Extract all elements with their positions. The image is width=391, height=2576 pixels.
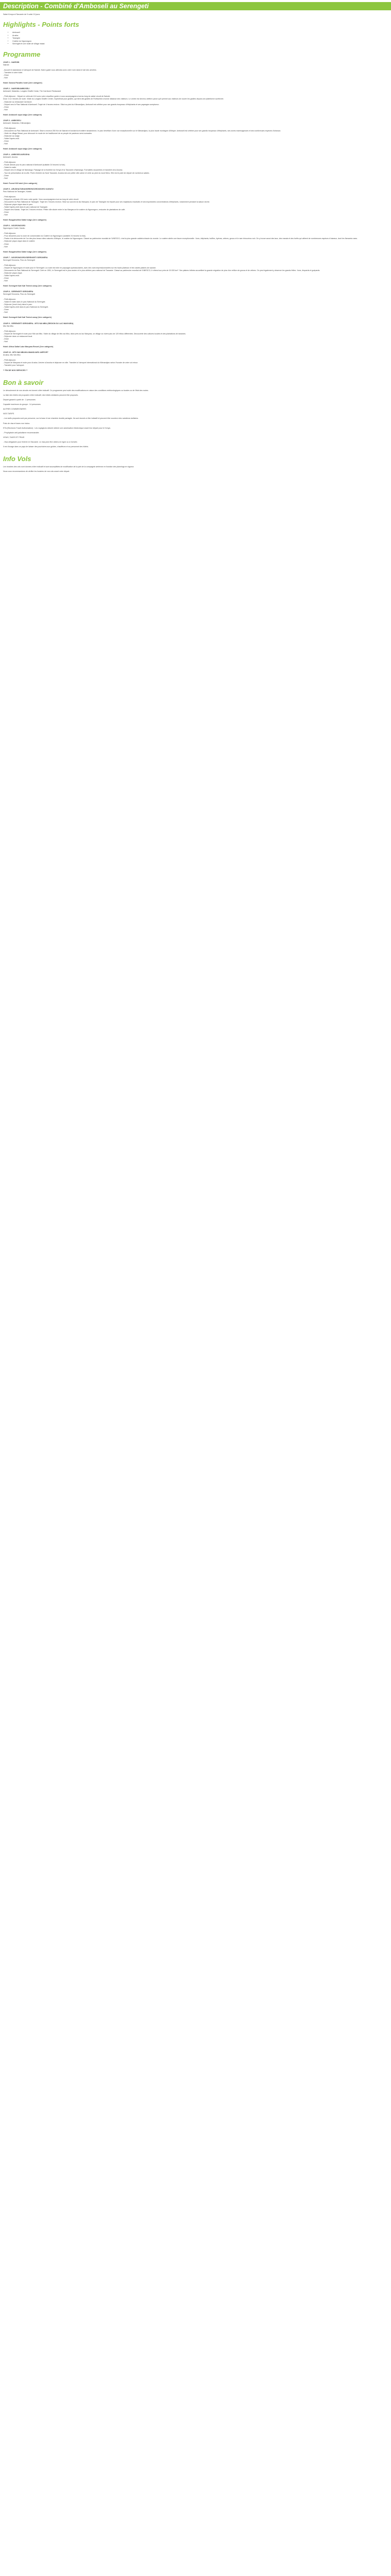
day-paragraph: - Départ de Serengeti et route pour Mto wa Mbu. Visite du village de Mto wa Mbu, situé près du lac Manyara, un village où vivent plus de 120 tribus différentes. Découverte des cultures locales et des plantations de bananes. [3,332,186,335]
day-paragraph: - Départ vers Karatu. Trajet de 2 heures environ. Petite ville située entre le lac Manyara et le cratère du Ngorongoro, entourée de plantations de café. [3,209,125,211]
day-block [3,61,388,84]
day-paragraph: - Nuit [3,77,8,79]
day-paragraph: - Route directe pour le parc national d'Amboseli (suitable 24 heures/ la fois). [3,164,66,166]
day-hotel: Hotel: Bougainvillea Safari lodge (1ère catégorie) [3,219,46,222]
day-block [3,120,388,150]
day-location: Amboseli, Arusha [3,156,18,159]
day-location: Arusha, Mto Wa Mbu [3,353,21,356]
day-paragraph: - Déjeuner pique-nique. [3,272,23,274]
day-paragraph: - Safari le matin. [3,166,17,169]
day-title: JOUR 6 - NGORONGORO [3,225,26,227]
day-location: Serengeti Seronera, Parc du Serengeti [3,293,35,296]
day-paragraph: - Transfert pour l'aéroport. [3,364,25,367]
day-block [3,88,388,116]
day-paragraph: - Transfert à votre hôtel. [3,72,23,74]
day-paragraph: - Déjeuner pique-nique dans le parc. [3,203,34,206]
day-hotel: Hotel: Sarova Panafric hotel (1ère catégorie) [3,82,42,84]
day-paragraph: - Partez à la découverte de l'un des plus beaux sites naturels d'Afrique, le cratère du Ngorongoro. Classé au patrimoine mondial de l'UNESCO, c'est la plus grande caldeira intacte du monde. Le cratère abrite une faune exceptionnelle : lions, éléphants, buffles, hyènes, zèbres, gnous et le rare rhinocéros noir. On y trouve aussi des lacs, des marais et des forêts qui attirent de nombreuses espèces d'oiseaux, dont les flamants roses. [3,238,358,240]
bonasavoir-paragraph: - Les tarifs proposés sont par personne, sur la base d'une chambre double partagée. Ils sont donnés à titre indicatif et peuvent être soumis à des variations tarifaires. [3,417,139,420]
day-paragraph: - Découverte du Parc National de Amboseli. Situé à environ 250 Km de Nairobi et bordant la frontière tanzanienne, le parc bénéficie d'une vue exceptionnelle sur le Kilimandjaro, la plus haute montagne d'Afrique. Amboseli est célèbre pour ses grands troupeaux d'éléphants, ses zones marécageuses et ses nombreuses espèces d'oiseaux. [3,129,281,132]
day-hotel: Hotel: Serengeti Kati Kati Tented camp (1ère catégorie) [3,285,52,287]
highlight-item: • Amboseli [12,31,391,35]
day-hotel: Hotel: Bougainvillea Safari lodge (1ère catégorie) [3,250,46,253]
bonasavoir-paragraph: Le déroulement de nos circuits est donné à titre indicatif. Ce programme peut subir des modifications en raison des conditions météorologiques ou locales ou de l'état des routes. [3,389,149,392]
day-paragraph: - Petit déjeuner. [3,298,17,301]
day-paragraph: - Découverte du Parc National de Tarangire. Trajet de 2 heures environ. Situé au sud-est du lac Manyara, le parc de Tarangire est réputé pour ses majestueux baobabs et ses importantes concentrations d'éléphants, notamment pendant la saison sèche. [3,200,210,203]
day-paragraph: - Départ en véhicule 4X4 avec votre guide. Vous accompagnera tout au long de votre circuit. [3,198,79,200]
day-paragraph: - Découverte du Parc National du Serengeti. Créé en 1951, le Serengeti est le plus ancien et le plus célèbre parc national de Tanzanie. Classé au patrimoine mondial de l'UNESCO, il s'étend sur près de 15 000 km². Ses plaines infinies accueillent la grande migration de plus d'un million de gnous et de zèbres. On peut également y observer les grands félins : lions, léopards et guépards. [3,269,320,272]
bonasavoir-paragraph: Capacité maximum du groupe : 14 personnes [3,403,41,406]
page-title: Description - Combiné d'Amboseli au Serengeti [0,2,391,10]
day-hotel: Hotel: Serengeti Kati Kati Tented camp (1ère catégorie) [3,316,52,319]
day-title: JOUR 3 - AMBOSELI [3,119,22,122]
bonasavoir-paragraph: NOS TARIFS [3,413,14,415]
day-paragraph: - Petit déjeuner. [3,195,17,198]
day-paragraph: - Déjeuner (lunch box) dans le parc. [3,303,33,306]
day-paragraph: - Nuit [3,311,8,314]
day-title: JOUR 9 - SERENGETI SERONERA - MTO WA MBU (REGION DU LAC MANYARA) [3,322,74,325]
day-paragraph: - Dîner [3,74,9,77]
day-hotel: ** FIN DE NOS SERVICES ** [3,369,28,372]
day-paragraph: - Dîner [3,140,9,143]
day-paragraph: - Petit déjeuner. [3,264,17,266]
day-location: Amboseli, Malambo, Kilimandjaro [3,122,31,124]
bonasavoir-paragraph: Il est d'usage dans ce pays de laisser des pourboires aux guides, chauffeurs et au personnel des hôtels. [3,445,89,448]
day-paragraph: - Départ de Manyara et route pour Arusha. Arrivée à Arusha et déjeuner en ville. Transfert à l'aéroport international du Kilimandjaro selon l'horaire de votre vol retour. [3,362,138,364]
day-paragraph: - Déjeuner au restaurant Carnivore. [3,100,32,103]
day-paragraph: - Nuit [3,108,8,111]
day-paragraph: - Tour de présentation de la ville. Porte d'entrée du Nord Tanzanie, Arusha est une petite ville calme et verte au pied du mont Meru. Elle est le point de départ de nombreux safaris. [3,172,150,174]
day-location: Serengeti Seronera, Parc du Serengeti [3,259,35,261]
day-paragraph: - Dîner [3,211,9,214]
day-title: JOUR 2 - NAIROBI/AMBOSELI [3,88,30,90]
day-hotel: Hotel: Amboseli sopa lodge (1ère catégorie) [3,148,42,150]
day-block [3,291,388,319]
day-paragraph: - Nuit [3,280,8,282]
day-title: JOUR 8 - SERENGETI SERONERA [3,291,34,293]
infovols-heading: Info Vols [3,454,31,463]
day-paragraph: - Petit déjeuner. [3,127,17,129]
day-title: JOUR 10 - MTO WA MBU/KILIMANDJARO AIRPORT [3,351,48,353]
bonasavoir-paragraph: ETA (Electronic Travel Authorization) : Les voyageurs doivent obtenir une autorisation électronique avant leur départ pour le Kenya. [3,427,111,429]
day-title: JOUR 7 - NGORONGORO/SERENGETI SERONERA [3,256,48,259]
day-title: JOUR 4 - AMBOSELI/ARUSHA [3,154,30,156]
day-paragraph: - Petit déjeuner - Départ en véhicule 4X4 avec votre chauffeur guide à vous accompagnera tout au long du safari circuit de Nairobi. [3,95,110,98]
day-block [3,257,388,287]
day-location: Amboseli, Malambo, Longido Giraffe Cedar, The Carnivore Restaurant [3,90,61,93]
day-paragraph: - Déjeuner pique-nique dans le cratère. [3,240,36,243]
day-paragraph: - Visite du village Masai, pour découvrir le mode de vie traditionnel de ce peuple de pasteurs semi-nomades. [3,132,92,134]
day-paragraph: - Safari l'après-midi. [3,138,20,140]
infovols-paragraph: Les horaires des vols sont donnés à titre indicatif et sont susceptibles de modification de la part de la compagnie aérienne en fonction des plannings en vigueur. [3,465,135,468]
bonasavoir-paragraph: La liste des hôtels est proposée à titre indicatif, des hôtels similaires peuvent être proposés. [3,394,78,397]
day-location: Mto Wa Mbu [3,325,14,327]
program-heading: Programme [3,50,41,59]
day-location: Nairobi [3,64,9,66]
day-paragraph: - Dîner [3,243,9,245]
day-paragraph: - Petit déjeuner. [3,232,17,235]
day-paragraph: - Dîner [3,337,9,340]
day-paragraph: - Petit déjeuner. [3,359,17,361]
trip-subtitle: Safari Kenya et Tanzanie de 9 nuits/ 10 jours [3,13,40,15]
day-paragraph: - Safari l'après-midi dans le parc national de Tarangire. [3,206,48,208]
bonasavoir-paragraph: AUTRES COMMENTAIRES [3,408,26,411]
bonasavoir-paragraph: - Visa obligatoire pour l'entrée en Tanzanie. Le visa peut être obtenu en ligne ou à l'arrivée. [3,440,78,443]
day-block [3,351,388,372]
day-paragraph: - Safari le matin dans le parc National du Serengeti. [3,301,46,303]
highlight-item: • Cratère du Ngorongoro [12,40,391,43]
bonasavoir-section [0,389,391,448]
day-block [3,154,388,184]
day-hotel: Hotel: Amboseli sopa lodge (1ère catégorie) [3,113,42,116]
bonasavoir-heading: Bon à savoir [3,379,44,387]
day-paragraph: - Nuit [3,214,8,216]
day-paragraph: - Dîner [3,106,9,108]
day-paragraph: - Accueil et assistance à l'aéroport de Nairobi. Notre guide vous attendra avec votre nom dans le hall des arrivées. [3,69,97,72]
highlight-item: • Arusha [12,35,391,38]
day-paragraph: - Safari l'après-midi. [3,274,20,277]
day-paragraph: - Dîner [3,174,9,177]
day-hotel: Hotel: Forest Hill hotel (1ère catégorie) [3,182,38,184]
day-location: Parc National de Tarangire, Karatu [3,190,32,193]
day-paragraph: - Nuit [3,177,8,179]
day-paragraph: - Petit déjeuner. [3,161,17,164]
bonasavoir-paragraph: Frais de visa et taxes non inclus. [3,422,30,425]
day-paragraph: - Petit déjeuner. [3,330,17,332]
bonasavoir-paragraph: - Prophylaxie anti-paludisme recommandée. [3,431,40,434]
day-paragraph: - Départ de Ngorongoro et route pour le Serengeti. La route est riche en paysages spectaculaires, avec des vues impressionnantes sur les hauts plateaux et les vastes plaines de savane. [3,266,156,269]
program-days [0,61,391,372]
day-block [3,225,388,253]
day-block [3,188,388,222]
day-paragraph: - Déjeuner au lodge. [3,135,20,137]
day-paragraph: - Safari l'après-midi dans le parc National du Serengeti. [3,306,48,309]
highlights-list [7,31,391,46]
day-title: JOUR 5 - ARUSHA/TARANGIRE/NGORONGORO KARATU [3,188,54,190]
day-paragraph: - Pour descente pour la zone de conservation du Cratère du Ngorongoro (suitable 24 heures/ la fois). [3,235,86,238]
page [0,0,391,485]
bonasavoir-paragraph: VISAS, TAXES ET FRAIS [3,436,25,438]
day-paragraph: - Dîner [3,309,9,311]
day-paragraph: Dour: 3 à 4 heures de route. Visite du Longido Giraffe Center, l'orphelinat pour girafes, qui tient des girafes de Rothschild à bonne distance des visiteurs. Le centre est devenu célèbre parce qu'il permet aux visiteurs de nourrir les girafes depuis une plateforme surélevée. [3,98,224,100]
day-paragraph: - Nuit [3,245,8,248]
day-paragraph: - Nuit [3,340,8,343]
day-paragraph: - Départ vers le village de Namanga. Passage de la frontière du Kenya et la Tanzanie à Namanga. Formalités douanières et transfert vers Arusha. [3,169,123,172]
highlight-item: • Serengeti et une visite de village masai [12,43,391,46]
day-block [3,323,388,348]
day-title: JOUR 1 - NAIROBI [3,61,20,64]
day-hotel: Hotel: Africa Safari Lake Manyara Resort (1ère catégorie) [3,345,54,348]
day-paragraph: - Déjeuner dans un restaurant local. [3,335,33,337]
highlights-heading: Highlights - Points forts [3,21,79,29]
day-location: Ngorongoro Crater, Karatu [3,227,25,230]
highlight-item: • Tarangire [12,37,391,40]
infovols-section [0,466,391,473]
day-paragraph: - Départ vers le Parc National d'Amboseli. Trajet de 4 heures environ. Situé au pied du Kilimandjaro, Amboseli est célèbre pour ses grands troupeaux d'éléphants et ses paysages somptueux. [3,103,159,106]
infovols-paragraph: Nous vous recommandons de vérifier les horaires de vos vols avant votre départ. [3,470,70,472]
day-paragraph: - Dîner [3,277,9,279]
day-paragraph: - Nuit [3,143,8,145]
bonasavoir-paragraph: Départ garanti à partir de : 2 personnes [3,399,36,401]
